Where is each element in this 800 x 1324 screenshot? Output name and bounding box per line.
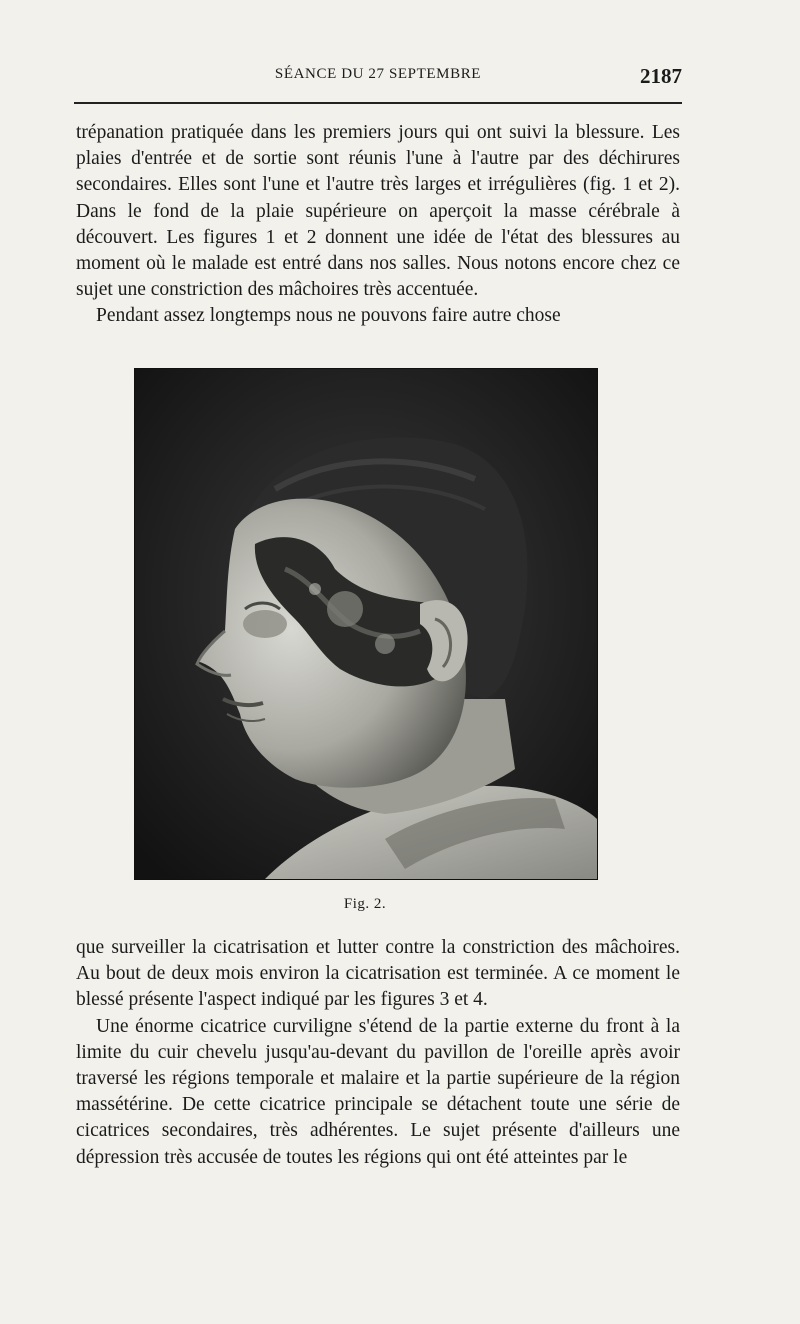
header-rule	[74, 102, 682, 104]
page-number: 2187	[640, 64, 682, 88]
paragraph: que surveiller la cicatrisation et lutter contre la constriction des mâchoires. Au bout de deux mois environ la cicatrisation est terminée. A ce moment le blessé présente l'aspect indiqué par les figures 3 et 4.	[76, 937, 680, 1011]
body-text-bottom	[76, 935, 680, 1171]
body-text-top	[76, 120, 680, 330]
paragraph: Pendant assez longtemps nous ne pouvons faire autre chose	[96, 305, 561, 327]
patient-profile-photo	[135, 369, 597, 879]
figure-caption: Fig. 2.	[343, 896, 387, 912]
paragraph: Une énorme cicatrice curviligne s'étend de la partie externe du front à la limite du cuir chevelu jusqu'au-devant du pavillon de l'oreille après avoir traversé les régions temporale et malaire et la partie supérieure de la région massétérine. De cette cicatrice principale se détachent toute une série de cicatrices secondaires, très adhérentes. Le sujet présente d'ailleurs une dépression très accusée de toutes les régions qui ont été atteintes par le	[76, 1015, 680, 1168]
figure-photograph	[134, 368, 598, 880]
paragraph: trépanation pratiquée dans les premiers jours qui ont suivi la blessure. Les plaies d'entrée et de sortie sont réunis l'une à l'autre par des déchirures secondaires. Elles sont l'une et l'autre très larges et irrégulières (fig. 1 et 2). Dans le fond de la plaie supérieure on aperçoit la masse cérébrale à découvert. Les figures 1 et 2 donnent une idée de l'état des blessures au moment où le malade est entré dans nos salles. Nous notons encore chez ce sujet une constriction des mâchoires très accentuée.	[76, 122, 680, 301]
running-title: SÉANCE DU 27 SEPTEMBRE	[274, 66, 482, 82]
running-head	[74, 64, 682, 88]
